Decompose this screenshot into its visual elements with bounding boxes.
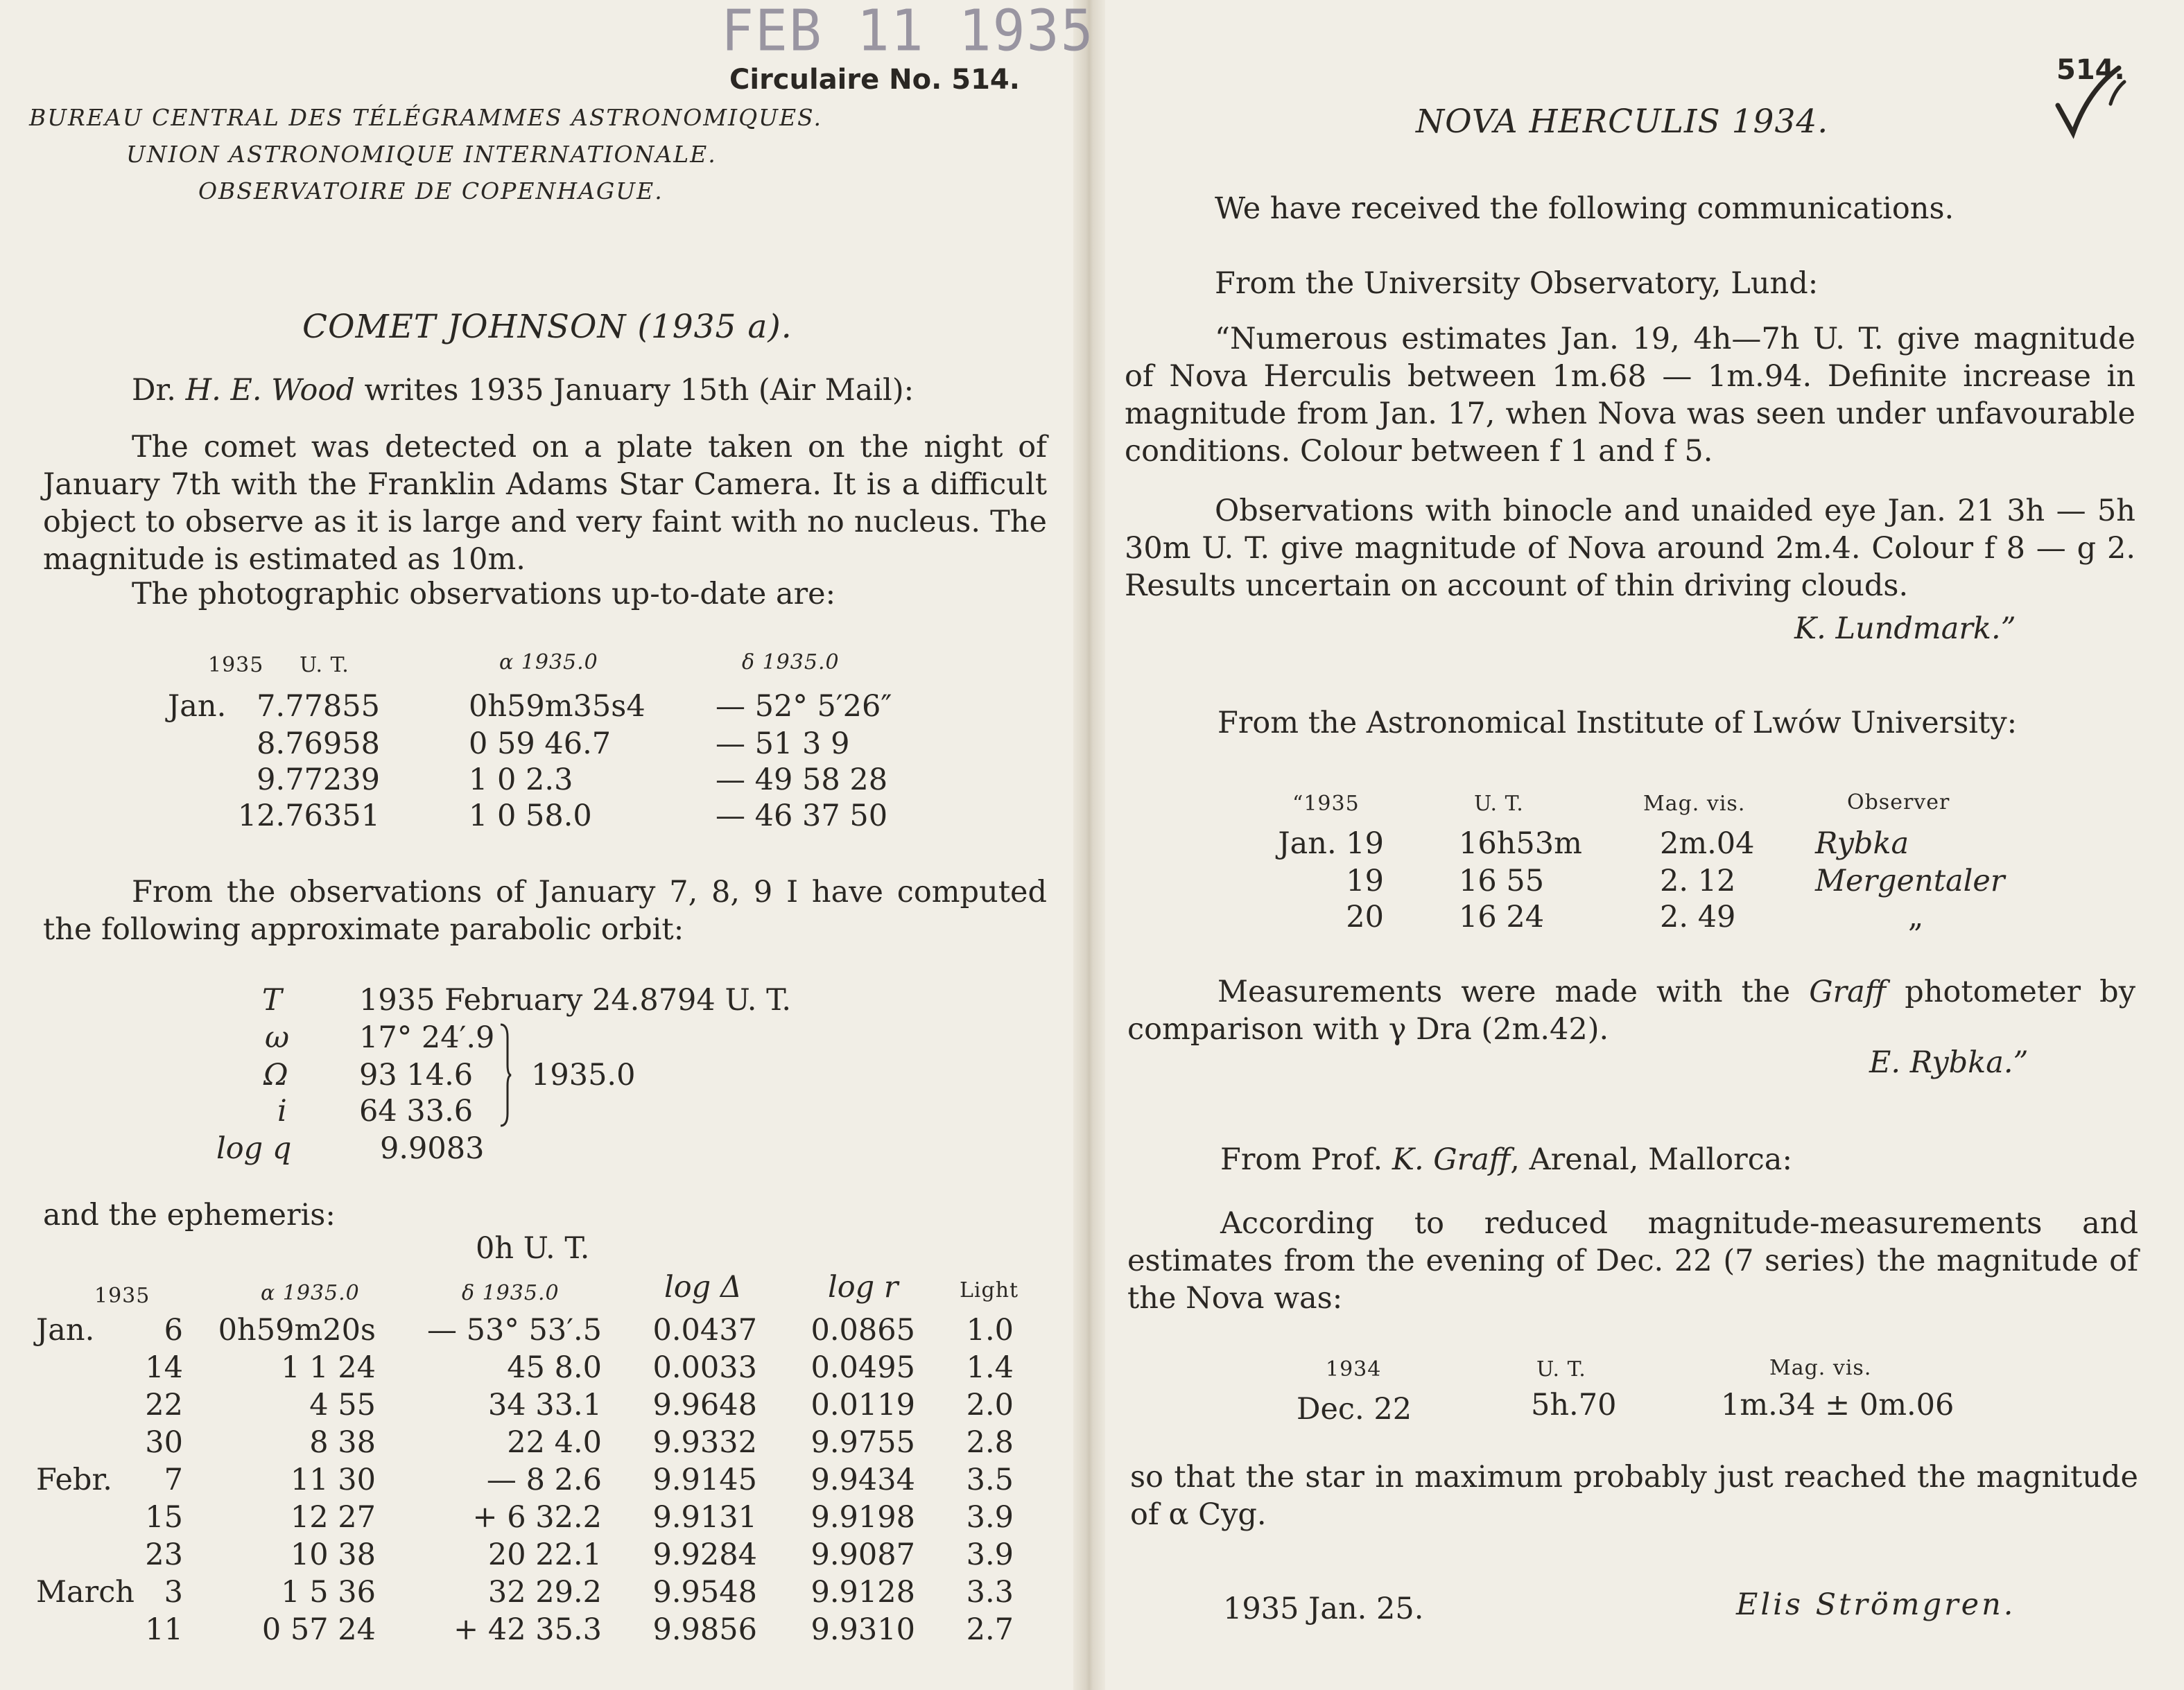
orbit-sym-node: Ω [263,1058,288,1092]
ephem-header-ra: α 1935.0 [261,1281,360,1305]
obs-ra: 0 59 46.7 [469,726,612,761]
ephem-logr: 9.9434 [811,1463,915,1497]
obs-dec: — 46 37 50 [716,799,888,833]
orbit-sym-T: T [262,983,282,1018]
lund-paragraph-2: Observations with binocle and unaided eye Jan. 21 3h — 5h 30m U. T. give magnitude of Nova around 2m.4. Colour f 8 — g 2. Results uncertain on account of thin driving clouds. [1125,494,2135,603]
ephem-light: 2.7 [966,1612,1014,1647]
ephem-header-logd: log Δ [664,1270,742,1305]
lwow-paragraph [1127,973,2135,1048]
obs-header-dec: δ 1935.0 [742,650,840,674]
obs-header-ut: U. T. [300,653,349,677]
lwow-mag: 2. 12 [1660,864,1736,898]
lwow-header-ut: U. T. [1474,792,1524,816]
nova-title: NOVA HERCULIS 1934. [1416,103,1829,141]
ephem-ra: 0 57 24 [261,1612,376,1647]
ephem-light: 2.8 [966,1425,1014,1460]
lwow-para-graff: Graff [1809,975,1887,1009]
graff-from-a: From Prof. [1220,1142,1392,1177]
obs-ut: 12.76351 [237,799,380,833]
lwow-observer: „ [1908,900,1924,934]
lwow-date: Jan. 19 [1278,826,1384,861]
ephem-logd: 9.9145 [652,1463,757,1497]
graff-header-mag: Mag. vis. [1769,1356,1872,1380]
ephem-logd: 9.9856 [652,1612,757,1647]
intro-line: We have received the following communications. [1215,191,1955,226]
obs-dec: — 49 58 28 [716,763,888,797]
lwow-header-observer: Observer [1847,790,1950,814]
ephem-logr: 0.0865 [811,1313,915,1348]
ephem-day: 23 [145,1537,183,1572]
ephem-month: March [36,1575,135,1610]
ephem-dec: 34 33.1 [487,1388,602,1422]
obs-dec: — 51 3 9 [716,726,850,761]
obs-header-ra: α 1935.0 [499,650,598,674]
lwow-date: 20 [1346,900,1384,934]
graff-from-b: , Arenal, Mallorca: [1510,1142,1792,1177]
ephem-logr: 9.9128 [811,1575,915,1610]
obs-month: Jan. [168,689,227,724]
ephem-dec: 20 22.1 [487,1537,602,1572]
ephem-dec: — 53° 53′.5 [426,1313,602,1348]
ephem-dec: 45 8.0 [507,1350,602,1385]
wood-name: H. E. Wood [185,373,355,408]
obs-ra: 1 0 2.3 [469,763,573,797]
photographic-intro: The photographic observations up-to-date are: [132,577,836,611]
obs-header-year: 1935 [208,653,264,677]
signature: Elis Strömgren. [1736,1587,2016,1622]
ephem-header-year: 1935 [94,1284,150,1308]
lwow-header-year: “1935 [1292,792,1360,816]
ephem-day: 30 [145,1425,183,1460]
comet-paragraph-1: The comet was detected on a plate taken on the night of January 7th with the Franklin Adams Star Camera. It is a difficult object to observe as it is large and very faint with no nucleus. The magnitude is estimated as 10m. [43,430,1047,577]
conclusion-paragraph: so that the star in maximum probably just reached the magnitude of α Cyg. [1130,1460,2138,1532]
received-date-stamp: FEB 11 1935 [721,0,1095,64]
obs-ra: 1 0 58.0 [469,799,592,833]
ephem-day: 6 [164,1313,183,1348]
obs-ut: 7.77855 [257,689,380,724]
lwow-observer: Mergentaler [1815,864,2005,898]
ephem-ra: 11 30 [290,1463,376,1497]
ephem-light: 3.9 [966,1537,1014,1572]
ephem-light: 1.4 [966,1350,1014,1385]
bureau-line-1: BUREAU CENTRAL DES TÉLÉGRAMMES ASTRONOMIQUES. [29,104,822,131]
ephem-header-dec: δ 1935.0 [462,1281,560,1305]
ephem-dec: + 6 32.2 [472,1500,602,1535]
graff-date: Dec. 22 [1297,1392,1412,1427]
ephem-ra: 4 55 [309,1388,376,1422]
ephem-dec: — 8 2.6 [486,1463,602,1497]
bureau-line-2: UNION ASTRONOMIQUE INTERNATIONALE. [126,141,717,168]
lund-signature: K. Lundmark.” [1794,611,2016,646]
ephem-logr: 9.9087 [811,1537,915,1572]
orbit-intro: From the observations of January 7, 8, 9 I have computed the following approximate parabolic orbit: [43,875,1047,947]
bureau-line-3: OBSERVATOIRE DE COPENHAGUE. [198,177,664,204]
book-gutter [1073,0,1105,1690]
ephem-light: 2.0 [966,1388,1014,1422]
ephem-ra: 0h59m20s [218,1313,376,1348]
lund-heading: From the University Observatory, Lund: [1215,266,1819,301]
lund-paragraph-1: “Numerous estimates Jan. 19, 4h—7h U. T. give magnitude of Nova Herculis between 1m.68 — 1m.94. Definite increase in magnitude from Jan. 17, when Nova was seen under unfavourable conditions. Colour between f 1 and f 5. [1125,322,2135,469]
orbit-brace [499,1023,512,1127]
ephem-dec: 32 29.2 [487,1575,602,1610]
lwow-signature: E. Rybka.” [1869,1045,2029,1080]
ephem-ra: 1 5 36 [281,1575,376,1610]
obs-ra: 0h59m35s4 [469,689,645,724]
ephem-logd: 9.9284 [652,1537,757,1572]
orbit-val-logq: 9.9083 [380,1131,485,1166]
orbit-epoch: 1935.0 [531,1058,636,1092]
date-line: 1935 Jan. 25. [1223,1592,1424,1626]
ephem-day: 3 [164,1575,183,1610]
lwow-heading: From the Astronomical Institute of Lwów University: [1217,706,2018,740]
graff-header-ut: U. T. [1536,1357,1586,1382]
lwow-mag: 2. 49 [1660,900,1736,934]
ephem-logd: 9.9332 [652,1425,757,1460]
lwow-para-b: photometer by comparison with γ Dra (2m.42). [1127,975,2136,1047]
ephemeris-intro: and the ephemeris: [43,1198,336,1232]
graff-paragraph: According to reduced magnitude-measurements and estimates from the evening of Dec. 22 (7 series) the magnitude of the Nova was: [1127,1206,2138,1316]
ephem-day: 11 [145,1612,183,1647]
ephem-light: 1.0 [966,1313,1014,1348]
ephem-day: 22 [145,1388,183,1422]
ephem-ra: 1 1 24 [281,1350,376,1385]
wood-pre: Dr. [132,373,186,408]
ephem-header-light: Light [960,1278,1019,1303]
orbit-val-omega: 17° 24′.9 [359,1020,495,1055]
graff-heading [1220,1142,1792,1177]
obs-dec: — 52° 5′26″ [716,689,892,724]
ephem-ra: 10 38 [290,1537,376,1572]
lwow-ut: 16h53m [1459,826,1582,861]
ephem-light: 3.9 [966,1500,1014,1535]
lwow-header-mag: Mag. vis. [1643,792,1746,816]
orbit-sym-logq: log q [216,1131,292,1166]
ephem-month: Febr. [36,1463,112,1497]
ephem-logd: 9.9131 [652,1500,757,1535]
ephem-light: 3.3 [966,1575,1014,1610]
ephem-logd: 0.0033 [652,1350,757,1385]
ephem-logr: 9.9755 [811,1425,915,1460]
comet-title: COMET JOHNSON (1935 a). [302,308,792,346]
orbit-sym-i: i [277,1094,287,1129]
lwow-mag: 2m.04 [1660,826,1755,861]
lwow-ut: 16 24 [1459,900,1545,934]
ephem-logr: 0.0495 [811,1350,915,1385]
ephem-ra: 12 27 [290,1500,376,1535]
graff-header-year: 1934 [1326,1357,1382,1382]
ephem-logr: 9.9310 [811,1612,915,1647]
ephem-logd: 0.0437 [652,1313,757,1348]
ephem-header-logr: log r [828,1270,899,1305]
ephemeris-time: 0h U. T. [476,1231,590,1266]
ephem-dec: 22 4.0 [507,1425,602,1460]
obs-ut: 9.77239 [257,763,380,797]
wood-line [132,373,914,408]
ephem-logr: 0.0119 [811,1388,915,1422]
ephem-month: Jan. [36,1313,95,1348]
ephem-day: 7 [164,1463,183,1497]
graff-from-name: K. Graff [1392,1142,1511,1177]
obs-ut: 8.76958 [257,726,380,761]
lwow-para-a: Measurements were made with the [1217,975,1810,1009]
lwow-date: 19 [1346,864,1384,898]
orbit-sym-omega: ω [265,1020,290,1055]
graff-ut: 5h.70 [1531,1388,1617,1422]
circular-number: Circulaire No. 514. [729,64,1020,96]
ephem-ra: 8 38 [309,1425,376,1460]
ephem-logd: 9.9648 [652,1388,757,1422]
ephem-dec: + 42 35.3 [453,1612,602,1647]
orbit-val-i: 64 33.6 [359,1094,474,1129]
ephem-logr: 9.9198 [811,1500,915,1535]
wood-post: writes 1935 January 15th (Air Mail): [354,373,915,408]
lwow-observer: Rybka [1815,826,1909,861]
page-number: 514. [2056,54,2125,86]
orbit-val-T: 1935 February 24.8794 U. T. [359,983,792,1018]
ephem-light: 3.5 [966,1463,1014,1497]
ephem-logd: 9.9548 [652,1575,757,1610]
ephem-day: 14 [145,1350,183,1385]
graff-mag: 1m.34 ± 0m.06 [1721,1388,1955,1422]
ephem-day: 15 [145,1500,183,1535]
lwow-ut: 16 55 [1459,864,1545,898]
check-mark-icon [2052,62,2135,146]
orbit-val-node: 93 14.6 [359,1058,474,1092]
